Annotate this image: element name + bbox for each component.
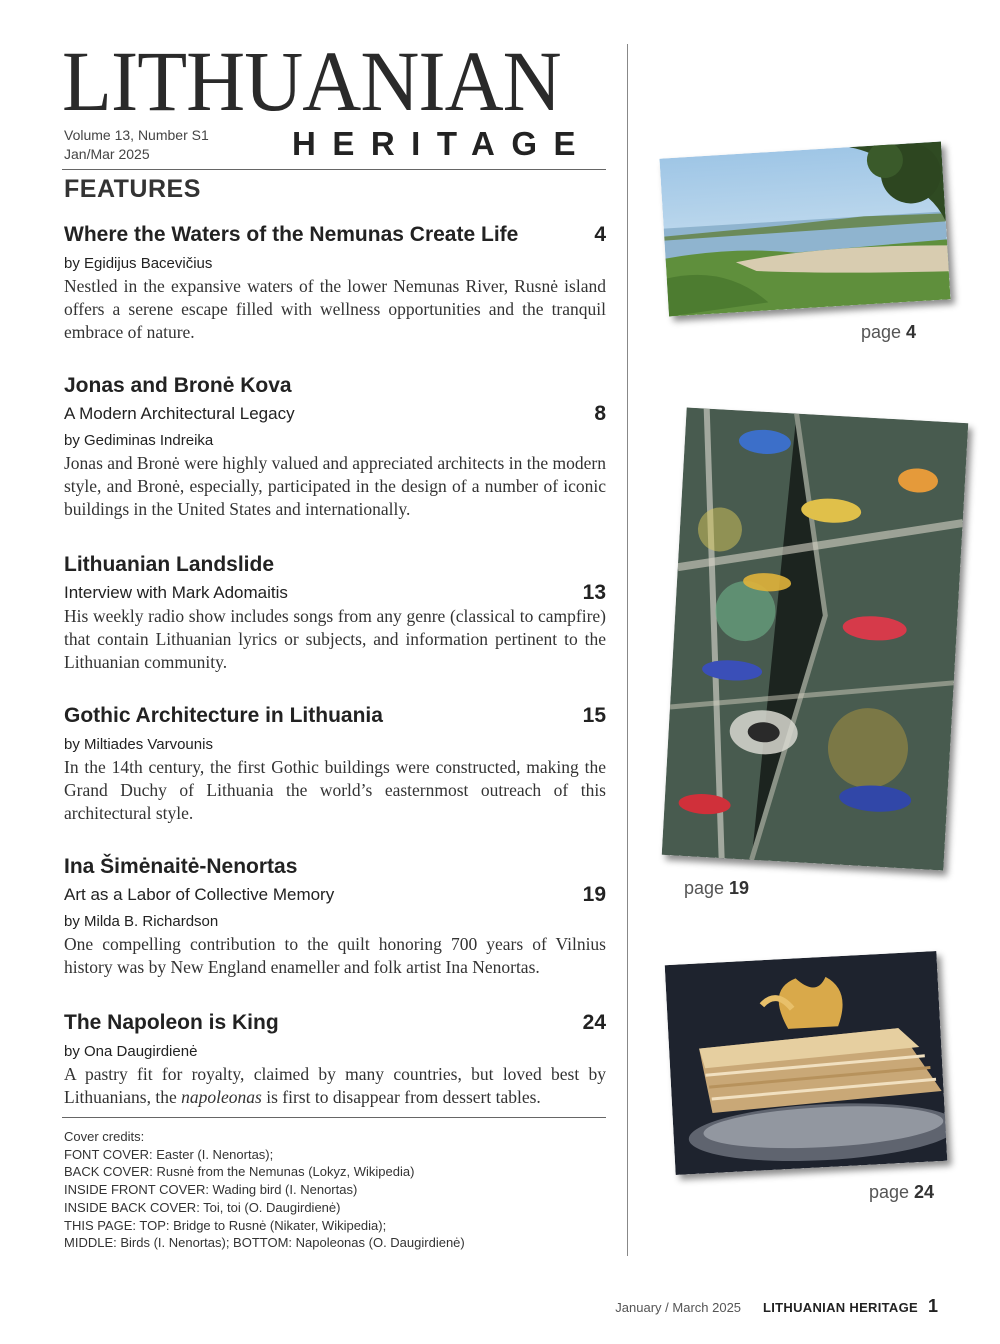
article-gothic[interactable] xyxy=(64,703,606,825)
photo-caption-page-24 xyxy=(869,1182,934,1203)
article-subtitle-row xyxy=(64,582,606,604)
article-description-text: A pastry fit for royalty, claimed by many countries, but loved best by Lithuanians, the xyxy=(64,1064,606,1107)
footer-date: January / March 2025 xyxy=(615,1300,742,1315)
page-footer xyxy=(615,1296,938,1317)
caption-prefix: page xyxy=(861,322,907,342)
article-subtitle-row xyxy=(64,884,606,906)
article-author: by Miltiades Varvounis xyxy=(64,736,213,753)
credits-line: MIDDLE: Birds (I. Nenortas); BOTTOM: Napoleonas (O. Daugirdienė) xyxy=(64,1235,465,1251)
article-title[interactable]: Ina Šimėnaitė-Nenortas xyxy=(64,855,298,878)
article-page-number: 15 xyxy=(582,704,606,727)
article-description: Jonas and Bronė were highly valued and appreciated architects in the modern style, and Bronė, especially, participated in the design of a number of iconic buildings in the United States and internationally. xyxy=(64,453,606,519)
caption-page-number: 4 xyxy=(906,322,917,342)
article-description: His weekly radio show includes songs from any genre (classical to campfire) that contain Lithuanian lyrics or subjects, and information pertinent to the Lithuanian community. xyxy=(64,606,606,672)
article-author: by Ona Daugirdienė xyxy=(64,1043,198,1060)
header-rule xyxy=(62,169,606,170)
article-description: One compelling contribution to the quilt honoring 700 years of Vilnius history was by New England enameller and folk artist Ina Nenortas. xyxy=(64,934,606,977)
article-description xyxy=(64,1063,606,1109)
article-description-text-end: is first to disappear from dessert tables. xyxy=(261,1087,541,1107)
caption-prefix: page xyxy=(869,1182,915,1202)
credits-line: THIS PAGE: TOP: Bridge to Rusnė (Nikater, Wikipedia); xyxy=(64,1217,387,1233)
article-page-number: 13 xyxy=(582,581,606,604)
article-subtitle-row xyxy=(64,403,606,425)
photo-caption-page-4 xyxy=(861,322,916,343)
cover-credits xyxy=(64,1128,465,1252)
credits-rule xyxy=(62,1117,606,1118)
issue-volume: Volume 13, Number S1 xyxy=(64,127,209,143)
article-title[interactable]: Jonas and Bronė Kova xyxy=(64,374,292,397)
credits-line: Cover credits: xyxy=(64,1129,145,1144)
credits-line: BACK COVER: Rusnė from the Nemunas (Lokyz, Wikipedia) xyxy=(64,1164,415,1180)
article-kova[interactable] xyxy=(64,373,606,521)
caption-prefix: page xyxy=(684,878,730,898)
article-page-number: 8 xyxy=(594,402,606,425)
caption-page-number: 19 xyxy=(729,878,750,898)
caption-page-number: 24 xyxy=(914,1182,935,1202)
credits-line: INSIDE FRONT COVER: Wading bird (I. Nenortas) xyxy=(64,1182,358,1198)
article-author: by Gediminas Indreika xyxy=(64,432,214,449)
article-title-row xyxy=(64,373,606,399)
article-title-row xyxy=(64,703,606,729)
credits-line: INSIDE BACK COVER: Toi, toi (O. Daugirdienė) xyxy=(64,1199,341,1215)
article-page-number: 19 xyxy=(582,883,606,906)
masthead-subtitle: HERITAGE xyxy=(292,125,593,162)
article-description: Nestled in the expansive waters of the lower Nemunas River, Rusnė island offers a serene escape filled with wellness opportunities and the tranquil embrace of nature. xyxy=(64,276,606,342)
article-nenortas[interactable] xyxy=(64,854,606,979)
article-description-emphasis: napoleonas xyxy=(181,1087,262,1107)
article-description: In the 14th century, the first Gothic buildings were constructed, making the Grand Duchy of Lithuania the world’s easternmost outreach of this architectural style. xyxy=(64,757,606,823)
masthead-title: LITHUANIAN xyxy=(62,33,561,129)
credits-line: FONT COVER: Easter (I. Nenortas); xyxy=(64,1146,274,1162)
article-title[interactable]: Lithuanian Landslide xyxy=(64,553,275,576)
article-author: by Egidijus Bacevičius xyxy=(64,255,213,272)
footer-publication: LITHUANIAN HERITAGE xyxy=(763,1300,918,1315)
article-page-number: 24 xyxy=(582,1011,606,1034)
article-title[interactable]: Gothic Architecture in Lithuania xyxy=(64,704,383,727)
column-divider xyxy=(627,44,628,1256)
article-subtitle: Art as a Labor of Collective Memory xyxy=(64,885,335,904)
article-page-number: 4 xyxy=(594,223,606,246)
article-landslide[interactable] xyxy=(64,552,606,674)
article-title-row xyxy=(64,552,606,578)
issue-info xyxy=(64,126,209,164)
article-nemunas[interactable] xyxy=(64,222,606,344)
article-subtitle: A Modern Architectural Legacy xyxy=(64,404,295,423)
footer-page-number: 1 xyxy=(927,1296,938,1316)
article-title[interactable]: The Napoleon is King xyxy=(64,1011,279,1034)
article-subtitle: Interview with Mark Adomaitis xyxy=(64,583,288,602)
article-title-row xyxy=(64,222,606,248)
photo-caption-page-19 xyxy=(684,878,749,899)
article-title-row xyxy=(64,1010,606,1036)
article-title[interactable]: Where the Waters of the Nemunas Create Life xyxy=(64,223,519,246)
article-napoleon[interactable] xyxy=(64,1010,606,1109)
photo-river-rusne[interactable] xyxy=(659,142,950,317)
photo-napoleon-cake[interactable] xyxy=(665,951,948,1175)
photo-birds-painting[interactable] xyxy=(662,407,969,870)
issue-date: Jan/Mar 2025 xyxy=(64,146,150,162)
article-author: by Milda B. Richardson xyxy=(64,913,219,930)
article-title-row xyxy=(64,854,606,880)
features-heading: FEATURES xyxy=(64,175,201,203)
